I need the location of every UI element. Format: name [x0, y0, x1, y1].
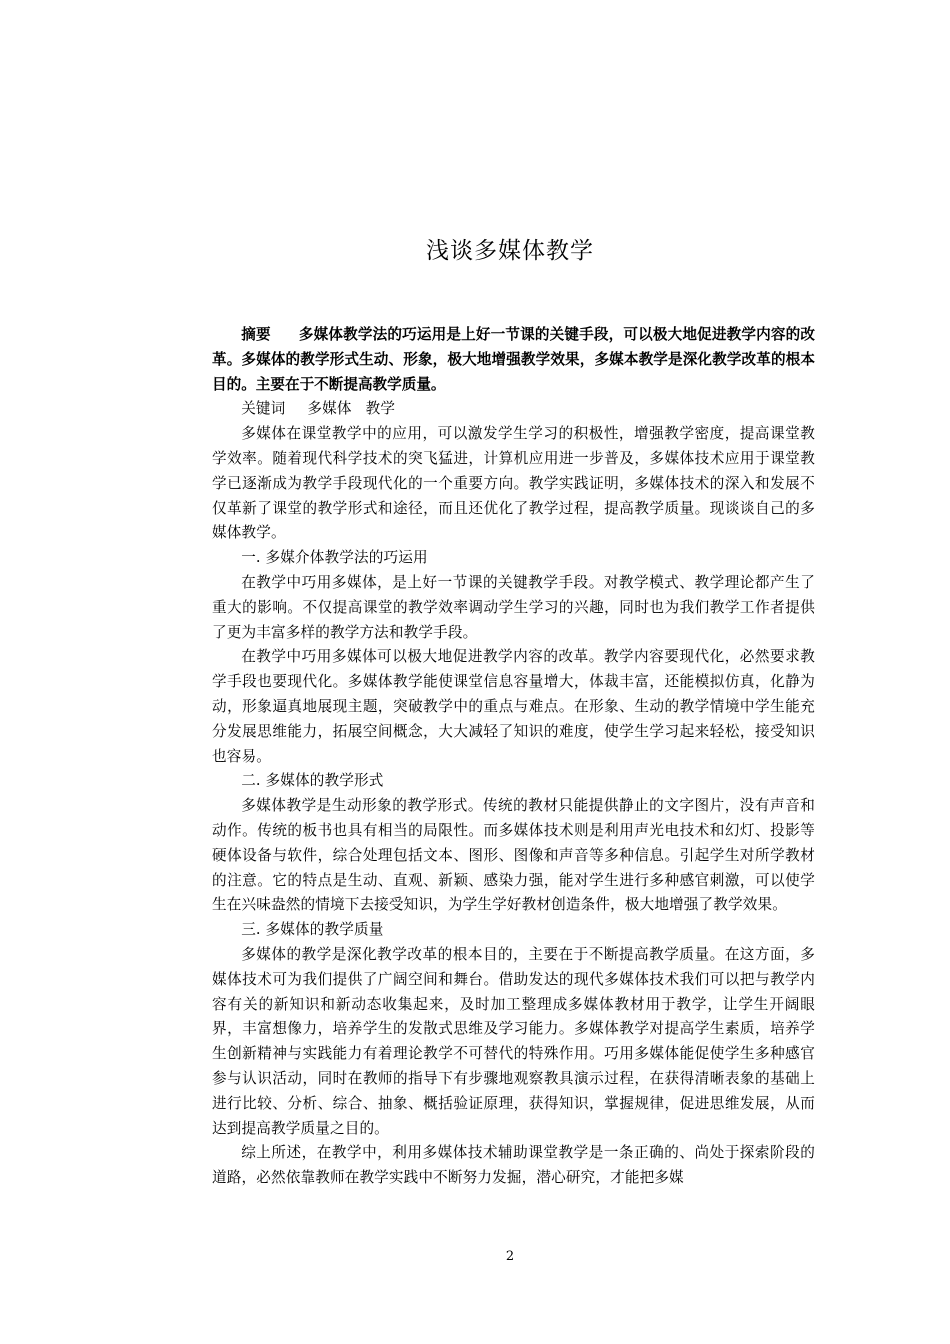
- abstract-paragraph: [212, 323, 815, 397]
- abstract-label: 摘要: [241, 326, 271, 343]
- section-heading: 二. 多媒体的教学形式: [241, 772, 384, 790]
- intro-paragraph: 多媒体在课堂教学中的应用，可以激发学生学习的积极性，增强教学密度，提高课堂教学效率。随着现代科学技术的突飞猛进，计算机应用进一步普及，多媒体技术应用于课堂教学已逐渐成为教学手段现代化的一个重要方向。教学实践证明，多媒体技术的深入和发展不仅革新了课堂的教学形式和途径，而且还优化了教学过程，提高教学质量。现谈谈自己的多媒体教学。: [212, 425, 815, 542]
- keywords-label: 关键词: [241, 400, 286, 418]
- section-paragraph: 多媒体的教学是深化教学改革的根本目的，主要在于不断提高教学质量。在这方面，多媒体技术可为我们提供了广阔空间和舞台。借助发达的现代多媒体技术我们可以把与教学内容有关的新知识和新动态收集起来，及时加工整理成多媒体教材用于教学，让学生开阔眼界，丰富想像力，培养学生的发散式思维及学习能力。多媒体教学对提高学生素质，培养学生创新精神与实践能力有着理论教学不可替代的特殊作用。巧用多媒体能促使学生多种感官参与认识活动，同时在教师的指导下有步骤地观察教具演示过程，在获得清晰表象的基础上进行比较、分析、综合、抽象、概括验证原理，获得知识，掌握规律，促进思维发展，从而达到提高教学质量之目的。: [212, 945, 815, 1137]
- keyword-item: 教学: [365, 400, 396, 418]
- conclusion-paragraph: 综上所述，在教学中，利用多媒体技术辅助课堂教学是一条正确的、尚处于探索阶段的道路，必然依靠教师在教学实践中不断努力发掘，潜心研究，才能把多媒: [212, 1144, 815, 1187]
- keywords-paragraph: [212, 397, 815, 422]
- section-paragraph: 多媒体教学是生动形象的教学形式。传统的教材只能提供静止的文字图片，没有声音和动作。传统的板书也具有相当的局限性。而多媒体技术则是利用声光电技术和幻灯、投影等硬体设备与软件，综合处理包括文本、图形、图像和声音等多种信息。引起学生对所学教材的注意。它的特点是生动、直观、新颖、感染力强，能对学生进行多种感官刺激，可以使学生在兴味盎然的情境下去接受知识，为学生学好教材创造条件，极大地增强了教学效果。: [212, 797, 815, 914]
- abstract-text: 多媒体教学法的巧运用是上好一节课的关键手段，可以极大地促进教学内容的改革。多媒体的教学形式生动、形象，极大地增强教学效果，多媒本教学是深化教学改革的根本目的。主要在于不断提高教学质量。: [212, 326, 815, 393]
- document-body: [212, 323, 815, 1191]
- keyword-item: 多媒体: [307, 400, 352, 418]
- section-heading: 一. 多媒介体教学法的巧运用: [241, 549, 428, 567]
- section-heading: 三. 多媒体的教学质量: [241, 921, 384, 939]
- page-title: 浅谈多媒体教学: [426, 238, 594, 264]
- page-number: 2: [505, 1249, 515, 1264]
- section-paragraph: 在教学中巧用多媒体可以极大地促进教学内容的改革。教学内容要现代化，必然要求教学手段也要现代化。多媒体教学能使课堂信息容量增大，体裁丰富，还能模拟仿真，化静为动，形象逼真地展现主题，突破教学中的重点与难点。在形象、生动的教学情境中学生能充分发展思维能力，拓展空间概念，大大减轻了知识的难度，使学生学习起来轻松，接受知识也容易。: [212, 648, 815, 765]
- section-paragraph: 在教学中巧用多媒体，是上好一节课的关键教学手段。对教学模式、教学理论都产生了重大的影响。不仅提高课堂的教学效率调动学生学习的兴趣，同时也为我们教学工作者提供了更为丰富多样的教学方法和教学手段。: [212, 573, 815, 641]
